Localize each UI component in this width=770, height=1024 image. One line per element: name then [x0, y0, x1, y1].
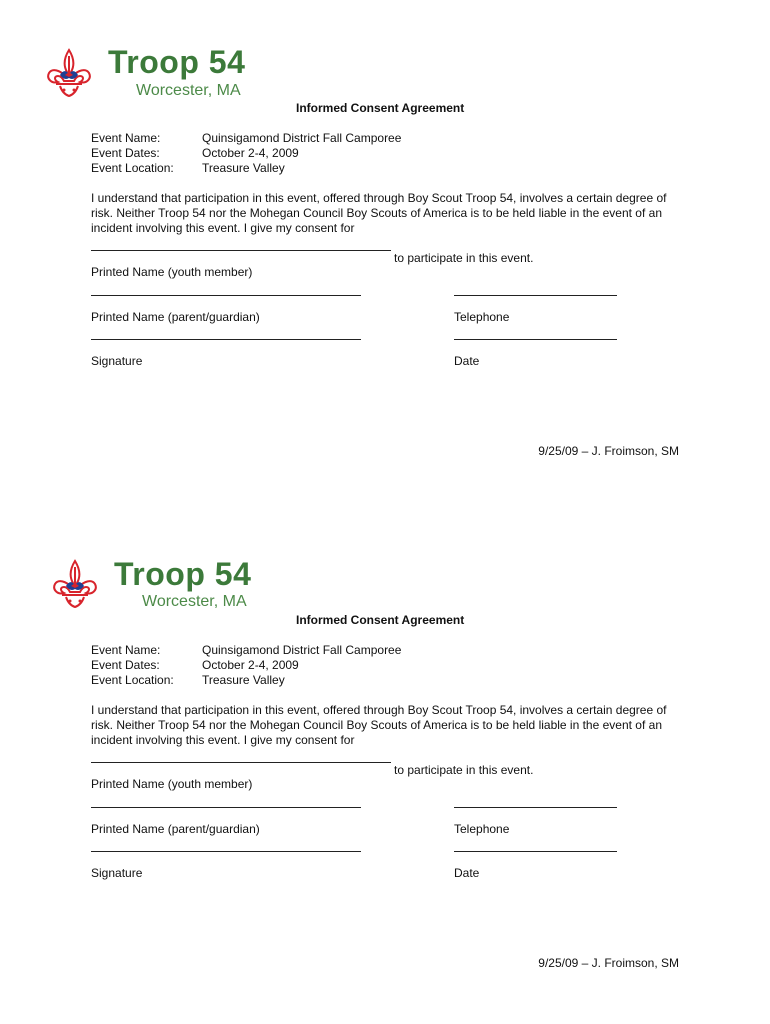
signature-field[interactable]	[91, 851, 361, 852]
date-label: Date	[454, 866, 480, 880]
troop-logo-title: Troop 54	[108, 44, 246, 80]
event-name-label: Event Name:	[91, 131, 161, 145]
youth-name-label: Printed Name (youth member)	[91, 265, 253, 279]
telephone-field[interactable]	[454, 295, 617, 296]
consent-suffix: to participate in this event.	[394, 251, 534, 265]
event-location-label: Event Location:	[91, 673, 174, 687]
fleur-de-lis-icon	[52, 559, 98, 609]
date-field[interactable]	[454, 851, 617, 852]
signature-label: Signature	[91, 866, 143, 880]
consent-form	[0, 512, 770, 1024]
troop-logo-subtitle: Worcester, MA	[142, 593, 247, 610]
parent-name-field[interactable]	[91, 295, 361, 296]
troop-logo-title: Troop 54	[114, 556, 252, 592]
document-title: Informed Consent Agreement	[296, 101, 465, 115]
telephone-label: Telephone	[454, 310, 510, 324]
footer-note: 9/25/09 – J. Froimson, SM	[538, 444, 679, 458]
parent-name-label: Printed Name (parent/guardian)	[91, 310, 260, 324]
event-name-value: Quinsigamond District Fall Camporee	[202, 643, 402, 657]
signature-label: Signature	[91, 354, 143, 368]
consent-suffix: to participate in this event.	[394, 763, 534, 777]
youth-name-label: Printed Name (youth member)	[91, 777, 253, 791]
footer-note: 9/25/09 – J. Froimson, SM	[538, 956, 679, 970]
event-location-value: Treasure Valley	[202, 673, 285, 687]
event-dates-value: October 2-4, 2009	[202, 146, 299, 160]
parent-name-field[interactable]	[91, 807, 361, 808]
event-dates-value: October 2-4, 2009	[202, 658, 299, 672]
document-title: Informed Consent Agreement	[296, 613, 465, 627]
parent-name-label: Printed Name (parent/guardian)	[91, 822, 260, 836]
consent-paragraph: I understand that participation in this event, offered through Boy Scout Troop 54, involves a certain degree of risk. Neither Troop 54 nor the Mohegan Council Boy Scouts of America is to be held liable in the event of an incident involving this event. I give my consent for	[91, 191, 667, 235]
event-name-label: Event Name:	[91, 643, 161, 657]
date-label: Date	[454, 354, 480, 368]
fleur-de-lis-icon	[46, 48, 92, 98]
date-field[interactable]	[454, 339, 617, 340]
youth-name-field[interactable]	[91, 250, 391, 251]
consent-paragraph: I understand that participation in this event, offered through Boy Scout Troop 54, involves a certain degree of risk. Neither Troop 54 nor the Mohegan Council Boy Scouts of America is to be held liable in the event of an incident involving this event. I give my consent for	[91, 703, 667, 747]
signature-field[interactable]	[91, 339, 361, 340]
event-name-value: Quinsigamond District Fall Camporee	[202, 131, 402, 145]
troop-logo-subtitle: Worcester, MA	[136, 82, 241, 99]
telephone-label: Telephone	[454, 822, 510, 836]
telephone-field[interactable]	[454, 807, 617, 808]
event-location-value: Treasure Valley	[202, 161, 285, 175]
youth-name-field[interactable]	[91, 762, 391, 763]
event-dates-label: Event Dates:	[91, 658, 160, 672]
event-dates-label: Event Dates:	[91, 146, 160, 160]
event-location-label: Event Location:	[91, 161, 174, 175]
